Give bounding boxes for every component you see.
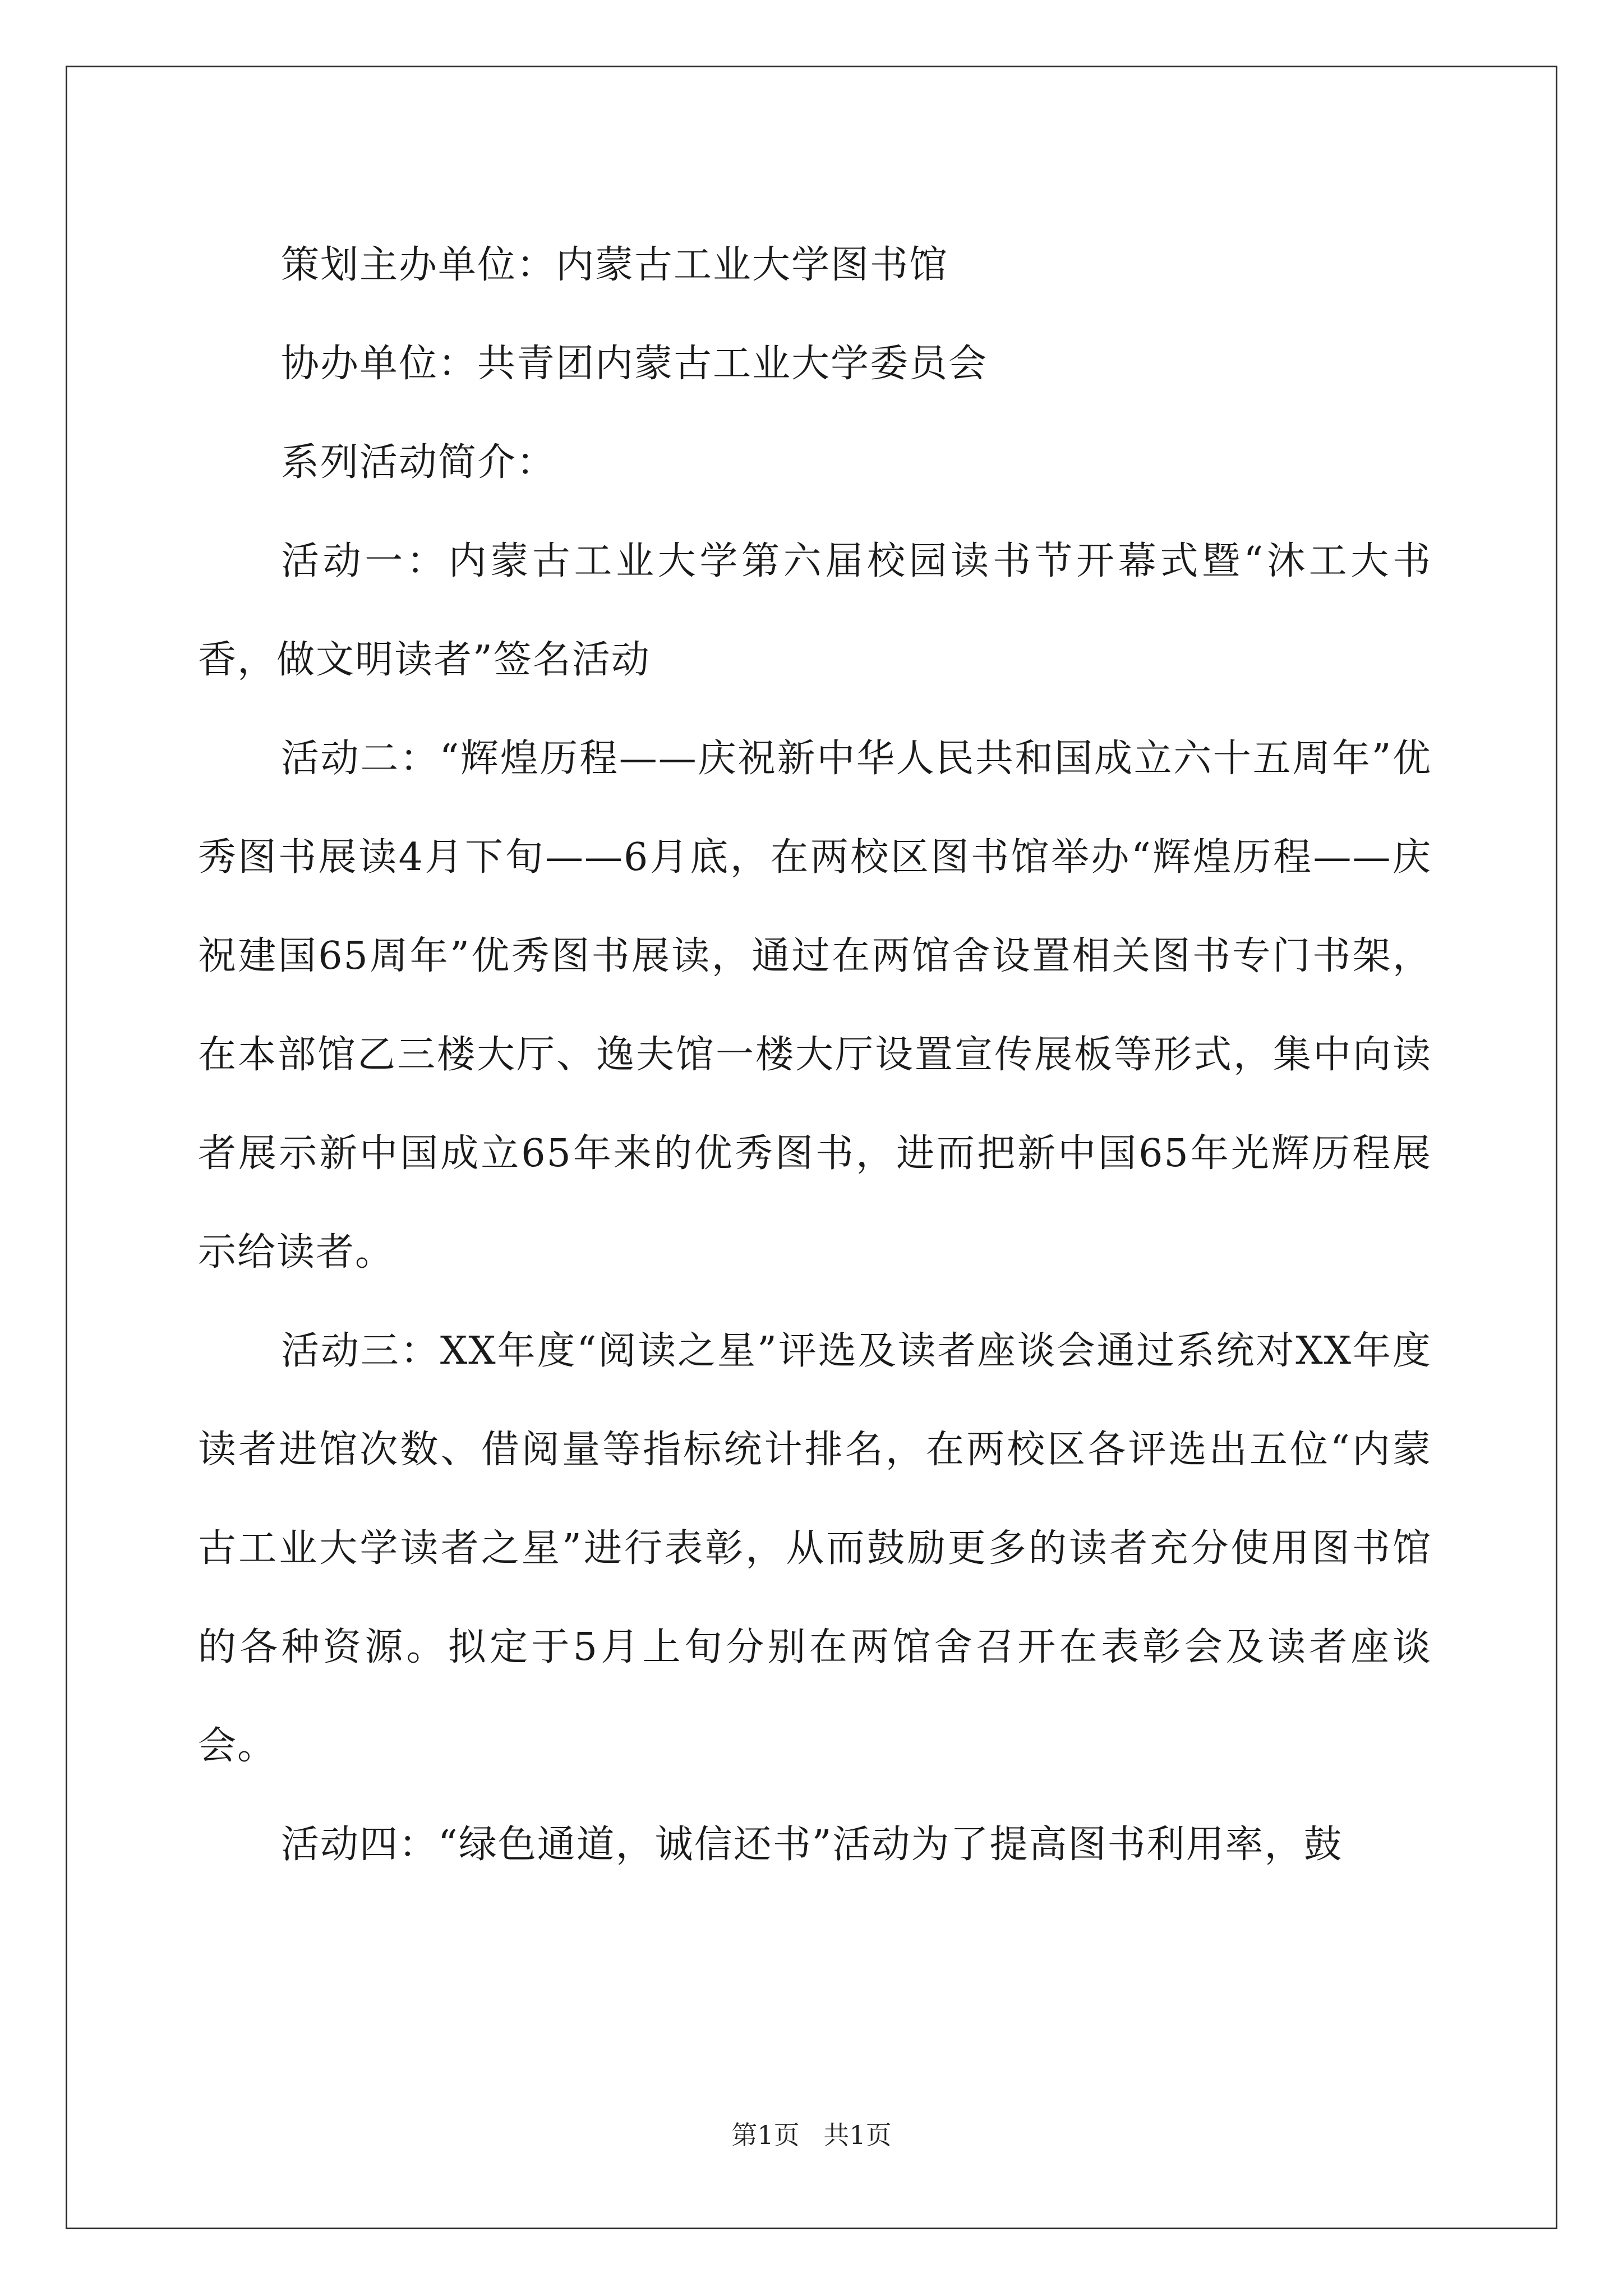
paragraph-activity-3: 活动三：XX年度“阅读之星”评选及读者座谈会通过系统对XX年度读者进馆次数、借阅量等指标统计排名，在两校区各评选出五位“内蒙古工业大学读者之星”进行表彰，从而鼓励更多的读者充分使用图书馆的各种资源。拟定于5月上旬分别在两馆舍召开在表彰会及读者座谈会。: [198, 1329, 1432, 1768]
page-count: 共1页: [823, 2120, 892, 2150]
paragraph-organizer: 策划主办单位：内蒙古工业大学图书馆: [281, 243, 949, 287]
paragraph-activity-1: 活动一：内蒙古工业大学第六届校园读书节开幕式暨“沐工大书香，做文明读者”签名活动: [198, 539, 1432, 682]
paragraph-activity-2: 活动二：“辉煌历程——庆祝新中华人民共和国成立六十五周年”优秀图书展读4月下旬——6月底，在两校区图书馆举办“辉煌历程——庆祝建国65周年”优秀图书展读，通过在两馆舍设置相关图书专门书架，在本部馆乙三楼大厅、逸夫馆一楼大厅设置宣传展板等形式，集中向读者展示新中国成立65年来的优秀图书，进而把新中国65年光辉历程展示给读者。: [198, 737, 1432, 1274]
paragraph-intro-heading: 系列活动简介：: [281, 440, 556, 485]
page-number: 第1页: [731, 2120, 800, 2150]
paragraph-activity-4: 活动四：“绿色通道，诚信还书”活动为了提高图书利用率，鼓: [281, 1823, 1343, 1867]
document-body: [198, 216, 1432, 1894]
page-footer: [0, 2115, 1623, 2152]
paragraph-co-organizer: 协办单位：共青团内蒙古工业大学委员会: [281, 342, 988, 386]
